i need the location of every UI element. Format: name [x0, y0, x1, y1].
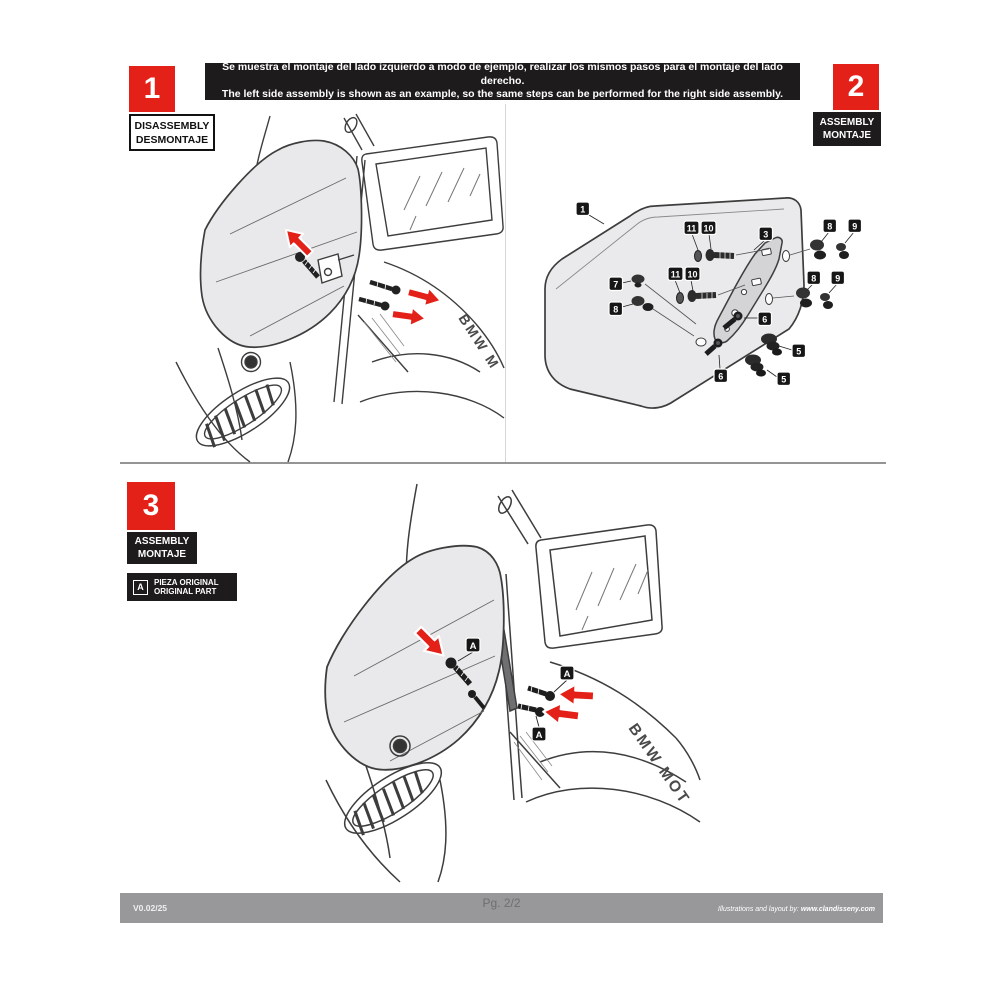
- credits-site: www.clandisseny.com: [800, 906, 875, 913]
- callout-10a: 10: [703, 223, 714, 234]
- callout-9b: 9: [835, 273, 841, 284]
- mirror-housing: [362, 137, 503, 250]
- legend-line-en: ORIGINAL PART: [154, 587, 217, 596]
- step-3-number: 3: [127, 482, 175, 530]
- motorcycle-outline-3: [325, 484, 700, 882]
- diagram-step3-assembly: [298, 480, 702, 884]
- marker-a-3: A: [535, 730, 543, 741]
- callout-8a: 8: [827, 221, 833, 232]
- panel-hole-low: [696, 338, 706, 346]
- note-line-en: The left side assembly is shown as an example, so the same steps can be performed for the right side assembly.: [221, 88, 784, 101]
- step-2-label-en: ASSEMBLY: [819, 117, 875, 128]
- callout-8c: 8: [613, 304, 619, 315]
- callout-6b: 6: [718, 371, 724, 382]
- original-part-marker-icon: A: [133, 580, 148, 595]
- callout-8b: 8: [811, 273, 817, 284]
- original-part-text: [154, 578, 219, 597]
- note-line-es: Se muestra el montaje del lado izquierdo a modo de ejemplo, realizar los mismos pasos para el montaje del lado derecho.: [222, 61, 783, 87]
- red-arrow-left-upper: [557, 684, 594, 707]
- callout-10b: 10: [687, 269, 698, 280]
- red-arrow-right-lower: [391, 305, 427, 329]
- step-3-label-es: MONTAJE: [137, 549, 187, 560]
- callout-7: 7: [613, 279, 619, 290]
- step-2-label-es: MONTAJE: [822, 130, 872, 141]
- panel-fastener-dot: [245, 356, 257, 368]
- hand-deflector-panel: [201, 140, 362, 347]
- callout-11a: 11: [686, 223, 697, 234]
- bmw-brand-text: BMW M: [455, 310, 504, 373]
- marker-a-2: A: [563, 669, 571, 680]
- step-1-label-en: DISASSEMBLY: [134, 119, 210, 132]
- credits-text: [718, 906, 875, 913]
- callout-11b: 11: [670, 269, 681, 280]
- footer-bar: [120, 893, 883, 923]
- legend-line-es: PIEZA ORIGINAL: [154, 577, 219, 587]
- bmw-brand-text-3: BMW MOT: [624, 720, 694, 809]
- diagram-step1-disassembly: [158, 110, 506, 464]
- step-1-number: 1: [129, 66, 175, 112]
- callout-6a: 6: [762, 314, 768, 325]
- screws-side: [359, 281, 401, 311]
- panel-hole-mid: [766, 294, 773, 305]
- callout-1: 1: [580, 204, 586, 215]
- diagram-step2-exploded: [538, 193, 886, 429]
- callout-5b: 5: [781, 374, 787, 385]
- callout-9a: 9: [852, 221, 858, 232]
- step-3-label: [127, 532, 197, 564]
- callout-3: 3: [763, 229, 769, 240]
- step-3-label-en: ASSEMBLY: [134, 536, 190, 547]
- original-part-legend: [127, 573, 237, 601]
- page-number: Pg. 2/2: [482, 896, 521, 910]
- credits-prefix: Illustrations and layout by:: [717, 906, 799, 913]
- callout-5a: 5: [796, 346, 802, 357]
- version-text: V0.02/25: [133, 903, 168, 913]
- motorcycle-outline: [176, 114, 504, 462]
- vent-grille: [187, 366, 299, 458]
- note-banner: [205, 63, 800, 100]
- marker-a-1: A: [469, 641, 477, 652]
- step-1-label-es: DESMONTAJE: [135, 133, 209, 146]
- red-arrow-right-upper: [406, 283, 444, 310]
- step-2-number: 2: [833, 64, 879, 110]
- hand-deflector-panel-3: [325, 546, 504, 770]
- panel-hole-top: [783, 251, 790, 262]
- step-2-label: [813, 112, 881, 146]
